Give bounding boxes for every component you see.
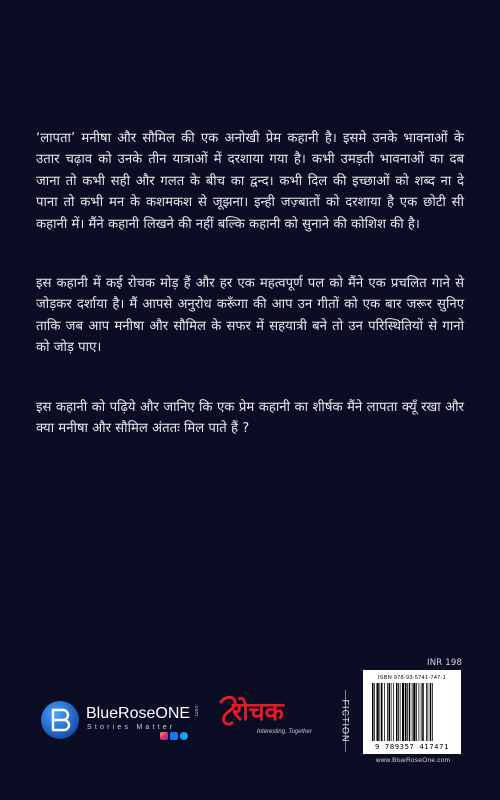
publisher-website: www.BlueRoseOne.com	[375, 757, 451, 764]
facebook-icon	[170, 732, 178, 740]
blurb-text	[36, 128, 464, 477]
barcode-bar	[377, 683, 379, 741]
publisher-domain-suffix: .com	[193, 704, 199, 717]
barcode-bar	[380, 683, 381, 741]
barcode-bar	[416, 683, 417, 741]
barcode-bar	[430, 683, 432, 741]
publisher-tagline: Stories Matter	[87, 724, 176, 731]
barcode-bar	[405, 683, 407, 741]
isbn-barcode	[363, 670, 461, 754]
barcode-bar	[391, 683, 392, 741]
publisher-name-bold: BlueRose	[86, 705, 156, 722]
price-label: INR 198	[427, 658, 463, 668]
barcode-bar	[387, 683, 388, 741]
barcode-bar	[381, 683, 383, 741]
barcode-bar	[432, 683, 433, 741]
twitter-icon	[180, 732, 188, 740]
barcode-bar	[374, 683, 375, 741]
barcode-bar	[389, 683, 391, 741]
barcode-bar	[428, 683, 429, 741]
barcode-bar	[409, 683, 411, 741]
barcode-bars	[372, 683, 452, 741]
instagram-icon	[160, 732, 168, 740]
publisher-name	[86, 705, 190, 723]
barcode-bar	[413, 683, 415, 741]
barcode-bar	[384, 683, 385, 741]
barcode-bar	[412, 683, 413, 741]
imprint-logo	[216, 692, 334, 742]
barcode-bar	[393, 683, 394, 741]
barcode-bar	[421, 683, 422, 741]
imprint-tagline: Interesting, Together	[257, 729, 312, 735]
bluerose-b-icon	[40, 700, 80, 740]
blurb-paragraph-2: इस कहानी में कई रोचक मोड़ हैं और हर एक महत्वपूर्ण पल को मैंने एक प्रचलित गाने से जोड़कर दर्शाया है। मैं आपसे अनुरोध करूँगा की आप उन गीतों को एक बार जरूर सुनिए ताकि जब आप मनीषा और सौमिल के सफर में सहयात्री बने तो उन परिस्थितियों से गानो को जोड़ पाए।	[36, 276, 464, 356]
barcode-bar	[372, 683, 374, 741]
barcode-bar	[402, 683, 404, 741]
isbn-digits: 9 789357 417471	[375, 742, 449, 751]
barcode-bar	[398, 683, 399, 741]
barcode-bar	[400, 683, 401, 741]
imprint-name: रोचक	[232, 697, 284, 726]
blurb-paragraph-1: ‘लापता’ मनीषा और सौमिल की एक अनोखी प्रेम कहानी है। इसमे उनके भावनाओं के उतार चढ़ाव को उनके तीन यात्राओं में दरशाया गया है। कभी उमड़ती भावनाओं का दब जाना तो कभी सही और गलत के बीच का द्वन्द। कभी दिल की इच्छाओं को शब्द ना दे पाना तो कभी मन के कशमकश से जूझना। इन्ही जज़्बातों को दरशाया है एक छोटी सी कहानी में। मैंने कहानी लिखने की नहीं बल्कि कहानी को सुनाने की कोशिश की है।	[36, 131, 464, 232]
barcode-bar	[407, 683, 408, 741]
blurb-paragraph-3: इस कहानी को पढ़िये और जानिए कि एक प्रेम कहानी का शीर्षक मैंने लापता क्यूँ रखा और क्या मनीषा और सौमिल अंततः मिल पाते हैं ?	[36, 399, 464, 437]
barcode-bar	[396, 683, 398, 741]
barcode-bar	[422, 683, 424, 741]
publisher-logo	[40, 700, 208, 744]
publisher-name-light: ONE	[155, 705, 191, 722]
genre-label	[331, 690, 359, 752]
barcode-bar	[426, 683, 427, 741]
isbn-label: ISBN 978-93-5741-747-1	[377, 675, 447, 681]
social-icons	[160, 732, 188, 740]
barcode-bar	[419, 683, 420, 741]
genre-text: FICTION	[340, 699, 350, 743]
